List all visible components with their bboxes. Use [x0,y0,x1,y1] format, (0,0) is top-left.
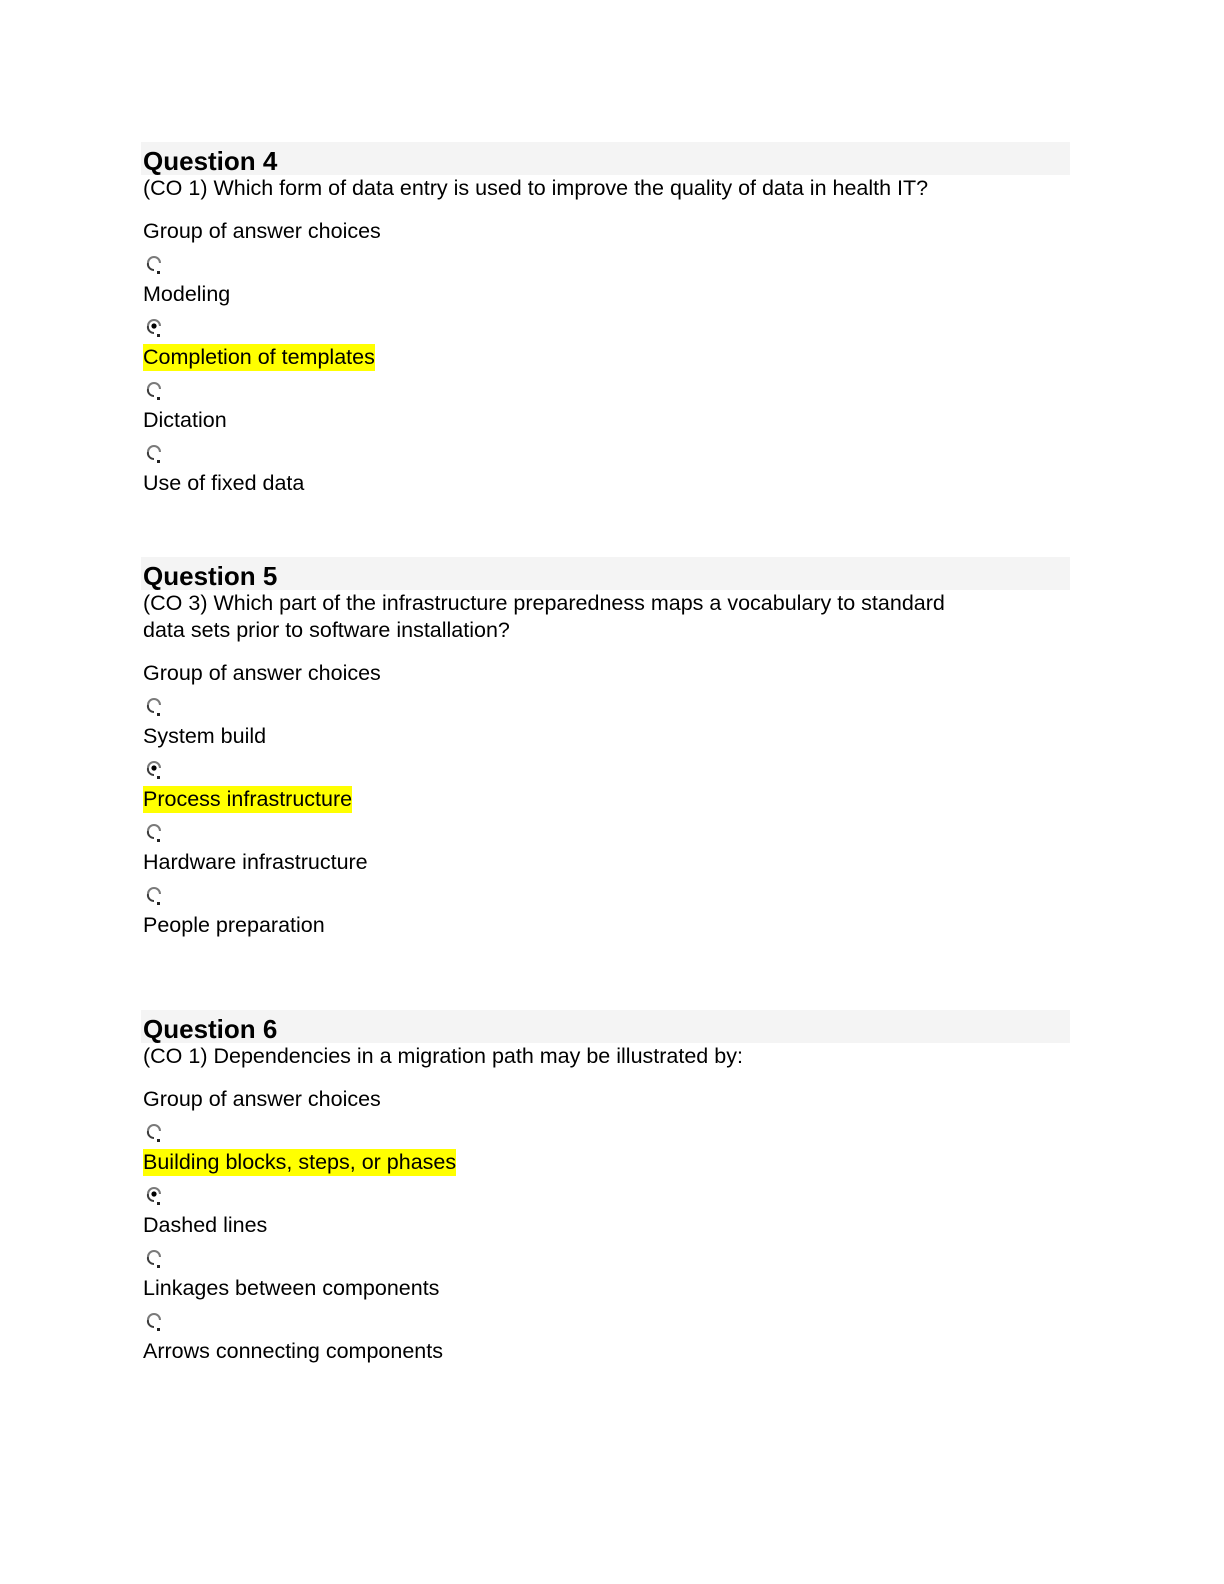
radio-button[interactable] [143,371,163,407]
radio-button[interactable] [143,876,163,912]
choice-label: Arrows connecting components [143,1339,443,1363]
question-4 [143,142,1070,497]
answer-choice [143,308,1070,371]
radio-button[interactable] [143,687,163,723]
question-title: Question 4 [143,146,278,176]
question-6 [143,1010,1070,1365]
choice-label-highlighted: Process infrastructure [143,787,353,811]
answer-choice [143,1302,1070,1365]
radio-button[interactable] [143,245,163,281]
question-header [141,142,1070,175]
question-text-line-1: (CO 3) Which part of the infrastructure preparedness maps a vocabulary to standard [143,591,945,615]
radio-button[interactable] [143,434,163,470]
question-text: (CO 1) Which form of data entry is used to improve the quality of data in health IT? [143,176,929,200]
answer-choice [143,371,1070,434]
choice-label: Use of fixed data [143,471,305,495]
answer-group-label: Group of answer choices [143,219,381,243]
question-title: Question 6 [143,1014,278,1044]
answer-group-label: Group of answer choices [143,661,381,685]
answer-choice [143,813,1070,876]
choice-label-highlighted: Completion of templates [143,345,375,369]
answer-choice [143,1239,1070,1302]
question-title: Question 5 [143,561,278,591]
choice-label-highlighted: Building blocks, steps, or phases [143,1150,457,1174]
answer-choice [143,750,1070,813]
choice-label: People preparation [143,913,325,937]
radio-button-selected[interactable] [143,308,163,344]
answer-choice [143,245,1070,308]
radio-button-selected[interactable] [143,1176,163,1212]
choice-label: Linkages between components [143,1276,440,1300]
answer-choice [143,687,1070,750]
radio-button[interactable] [143,1113,163,1149]
choice-label: Modeling [143,282,231,306]
answer-choice [143,1176,1070,1239]
radio-button-selected[interactable] [143,750,163,786]
choice-label: Dashed lines [143,1213,268,1237]
question-text [143,590,1070,644]
choice-label: Dictation [143,408,227,432]
answer-choice [143,876,1070,939]
question-header [141,1010,1070,1043]
question-5 [143,557,1070,939]
question-text-line-2: data sets prior to software installation? [143,618,510,642]
answer-group-label: Group of answer choices [143,1087,381,1111]
answer-choice [143,434,1070,497]
answer-choice [143,1113,1070,1176]
choice-label: System build [143,724,267,748]
question-header [141,557,1070,590]
radio-button[interactable] [143,1239,163,1275]
question-text: (CO 1) Dependencies in a migration path may be illustrated by: [143,1044,743,1068]
radio-button[interactable] [143,813,163,849]
choice-label: Hardware infrastructure [143,850,368,874]
radio-button[interactable] [143,1302,163,1338]
